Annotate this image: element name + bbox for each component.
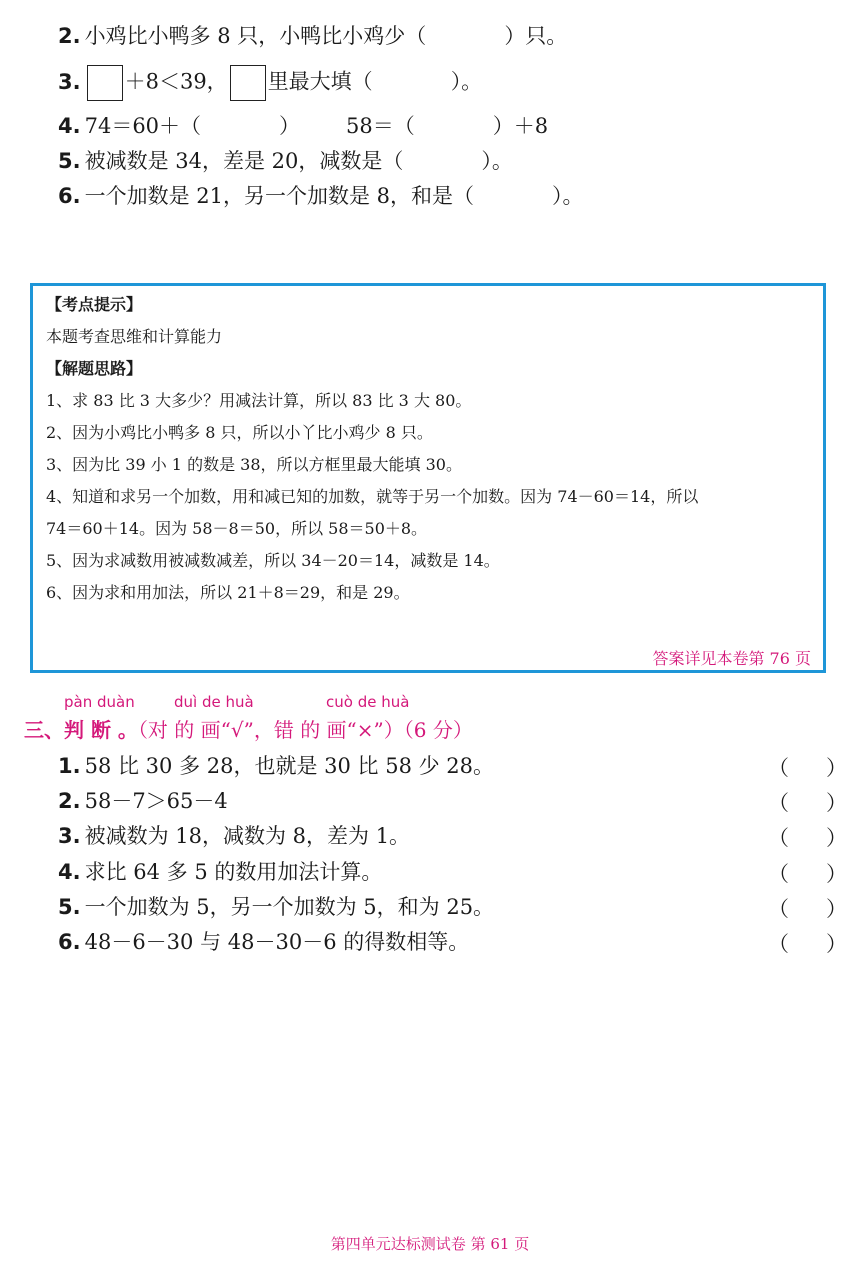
pinyin-label: duì de huà — [174, 693, 254, 711]
question-2 — [58, 22, 567, 50]
question-number: 1. — [58, 754, 81, 778]
solution-line: 2、因为小鸡比小鸭多 8 只，所以小丫比小鸡少 8 只。 — [46, 423, 433, 442]
section-instruction: （对 的 画“√”，错 的 画“×”）（6 分） — [137, 718, 473, 742]
answer-parentheses[interactable]: （ ） — [768, 756, 847, 780]
question-number: 4. — [58, 860, 81, 884]
solution-line: 4、知道和求另一个加数，用和减已知的加数，就等于另一个加数。因为 74－60＝14，所以 — [46, 487, 699, 506]
page-footer: 第四单元达标测试卷 第 61 页 — [330, 1235, 530, 1253]
answer-reference: 答案详见本卷第 76 页 — [652, 649, 811, 668]
question-text: ）。 — [552, 184, 584, 208]
question-3 — [58, 65, 482, 101]
section-label: 三、判 断 。 — [24, 718, 138, 742]
question-number: 5. — [58, 149, 81, 173]
question-text: 一个加数是 21，另一个加数是 8，和是（ — [84, 184, 475, 208]
pinyin-label: cuò de huà — [326, 693, 410, 711]
question-4 — [58, 112, 548, 140]
answer-parentheses[interactable]: （ ） — [768, 826, 847, 850]
question-text: 58－7＞65－4 — [84, 789, 228, 813]
question-text: 58 比 30 多 28，也就是 30 比 58 少 28。 — [84, 754, 495, 778]
question-text: ）。 — [450, 69, 483, 94]
question-number: 6. — [58, 184, 81, 208]
section-heading — [24, 714, 473, 743]
judge-item-2 — [58, 787, 228, 815]
question-5 — [58, 147, 513, 175]
question-text: 被减数为 18，减数为 8，差为 1。 — [84, 824, 411, 848]
answer-parentheses[interactable]: （ ） — [768, 791, 847, 815]
question-number: 4. — [58, 114, 81, 138]
question-text: 48－6－30 与 48－30－6 的得数相等。 — [84, 930, 470, 954]
hint-heading: 【考点提示】 — [46, 295, 143, 314]
answer-parentheses[interactable]: （ ） — [768, 897, 847, 921]
question-text: 里最大填（ — [267, 69, 373, 94]
solution-line: 3、因为比 39 小 1 的数是 38，所以方框里最大能填 30。 — [46, 455, 462, 474]
question-text: 被减数是 34，差是 20，减数是（ — [84, 149, 404, 173]
answer-parentheses[interactable]: （ ） — [768, 862, 847, 886]
question-text: 一个加数为 5，另一个加数为 5，和为 25。 — [84, 895, 495, 919]
question-text: ）。 — [481, 149, 513, 173]
question-6 — [58, 182, 584, 210]
solution-line: 5、因为求减数用被减数减差，所以 34－20＝14，减数是 14。 — [46, 551, 500, 570]
solution-line: 74＝60＋14。因为 58－8＝50，所以 58＝50＋8。 — [46, 519, 428, 538]
solution-line: 6、因为求和用加法，所以 21＋8＝29，和是 29。 — [46, 583, 410, 602]
question-text: 74＝60＋（ — [84, 114, 202, 138]
judge-item-5 — [58, 893, 494, 921]
question-text: ） — [279, 114, 301, 138]
judge-item-1 — [58, 752, 494, 780]
question-number: 3. — [58, 69, 81, 94]
question-number: 6. — [58, 930, 81, 954]
question-number: 2. — [58, 789, 81, 813]
question-text: ）只。 — [504, 24, 568, 48]
solution-line: 1、求 83 比 3 大多少？用减法计算，所以 83 比 3 大 80。 — [46, 391, 472, 410]
answer-box[interactable] — [87, 65, 123, 101]
question-text: 58＝（ — [346, 114, 415, 138]
question-text: 小鸡比小鸭多 8 只，小鸭比小鸡少（ — [84, 24, 427, 48]
hint-text: 本题考查思维和计算能力 — [46, 327, 223, 346]
pinyin-label: pàn duàn — [64, 693, 135, 711]
answer-parentheses[interactable]: （ ） — [768, 932, 847, 956]
judge-item-4 — [58, 858, 382, 886]
judge-item-6 — [58, 928, 469, 956]
question-text: ＋8＜39， — [124, 69, 228, 94]
answer-box[interactable] — [230, 65, 266, 101]
question-number: 2. — [58, 24, 81, 48]
question-text: ）＋8 — [492, 114, 549, 138]
judge-item-3 — [58, 822, 410, 850]
question-number: 5. — [58, 895, 81, 919]
question-number: 3. — [58, 824, 81, 848]
hint-box — [30, 283, 826, 673]
question-text: 求比 64 多 5 的数用加法计算。 — [84, 860, 383, 884]
hint-heading: 【解题思路】 — [46, 359, 143, 378]
